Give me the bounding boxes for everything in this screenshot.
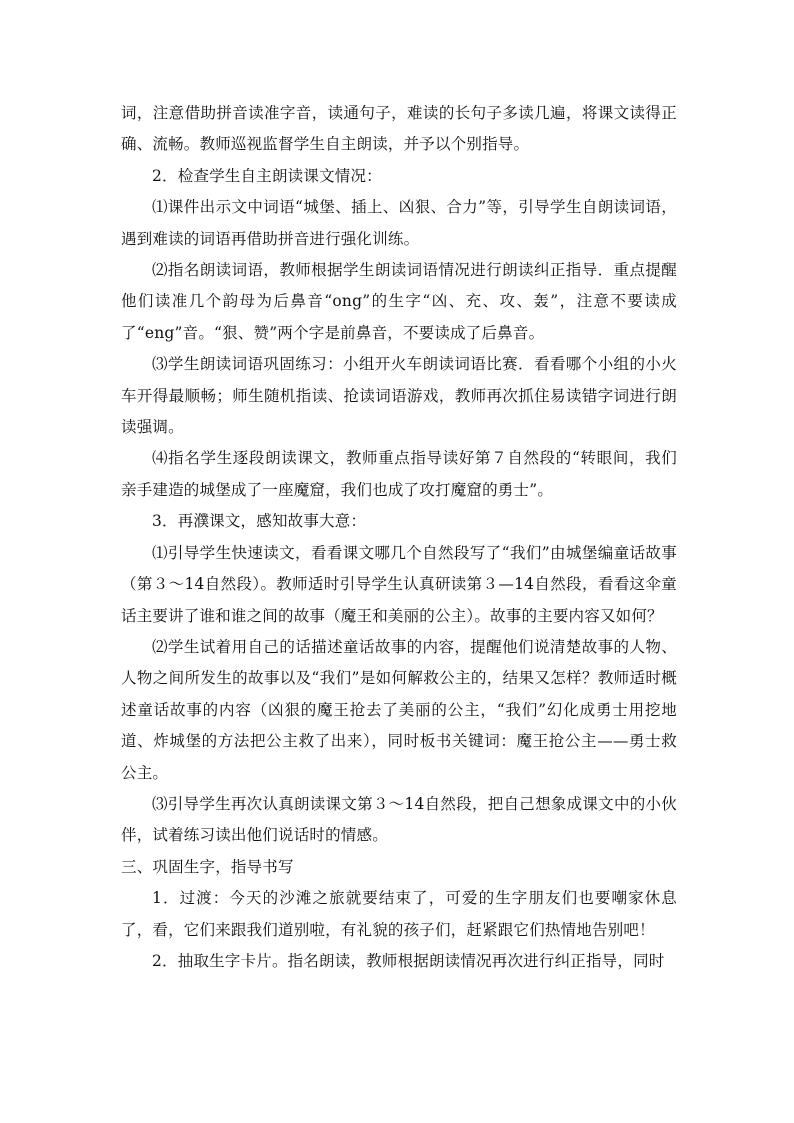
section-3-item-2: 2．抽取生字卡片。指名朗读，教师根据朗读情况再次进行纠正指导，同时 xyxy=(152,951,665,970)
sub-item-3: ⑶学生朗读词语巩固练习：小组开火车朗读词语比赛．看看哪个小组的小火车开得最顺畅；师生随机指读、抢读词语游戏，教师再次抓住易读错字词进行朗读强调。 xyxy=(121,355,677,437)
step-2-heading: 2．检查学生自主朗读课文情况： xyxy=(152,166,382,185)
sub-item-1: ⑴课件出示文中词语“城堡、插上、凶狠、合力”等，引导学生自朗读词语，遇到难读的词语再借助拼音进行强化训练。 xyxy=(121,198,677,248)
step-3-item-1: ⑴引导学生快速读文，看看课文哪几个自然段写了“我们”由城堡编童话故事（第３～14自然段）。教师适时引导学生认真研读第３—14自然段，看看这伞童话主要讲了谁和谁之间的故事（魔王和美丽的公主）。故事的主要内容又如何？ xyxy=(121,543,677,625)
step-3-item-2: ⑵学生试着用自己的话描述童话故事的内容，提醒他们说清楚故事的人物、人物之间所发生的故事以及“我们”是如何解救公主的，结果又怎样？教师适时概述童话故事的内容（凶狠的魔王抢去了美丽的公主，“我们”幻化成勇士用挖地道、炸城堡的方法把公主救了出来），同时板书关键词：魔王抢公主——勇士救公主。 xyxy=(121,637,677,782)
step-3-heading: 3．再濮课文，感知故事大意： xyxy=(152,512,367,531)
document-page xyxy=(121,98,677,977)
section-3-heading: 三、巩固生字，指导书写 xyxy=(121,857,294,876)
step-3-item-3: ⑶引导学生再次认真朗读课文第３～14自然段，把自己想象成课文中的小伙伴，试着练习读出他们说话时的情感。 xyxy=(121,794,677,845)
paragraph-intro-continued: 词，注意借助拼音读准字音，读通句子，难读的长句子多读几遍，将课文读得正确、流畅。教师巡视监督学生自主朗读，并予以个别指导。 xyxy=(121,104,677,154)
section-3-item-1: 1．过渡：今天的沙滩之旅就要结束了，可爱的生字朋友们也要嘲家休息了，看，它们来跟我们道别啦，有礼貌的孩子们，赶紧跟它们热情地告别吧！ xyxy=(121,889,677,939)
sub-item-2: ⑵指名朗读词语，教师根据学生朗读词语情况进行朗读纠正指导．重点提醒他们读准几个韵母为后鼻音“ong”的生字“凶、充、攻、轰”，注意不要读成了“eng”音。“狠、赞”两个字是前鼻音，不要读成了后鼻音。 xyxy=(121,261,677,342)
sub-item-4: ⑷指名学生逐段朗读课文，教师重点指导读好第７自然段的“转眼间，我们亲手建造的城堡成了一座魔窟，我们也成了攻打魔窟的勇士”。 xyxy=(121,449,677,499)
